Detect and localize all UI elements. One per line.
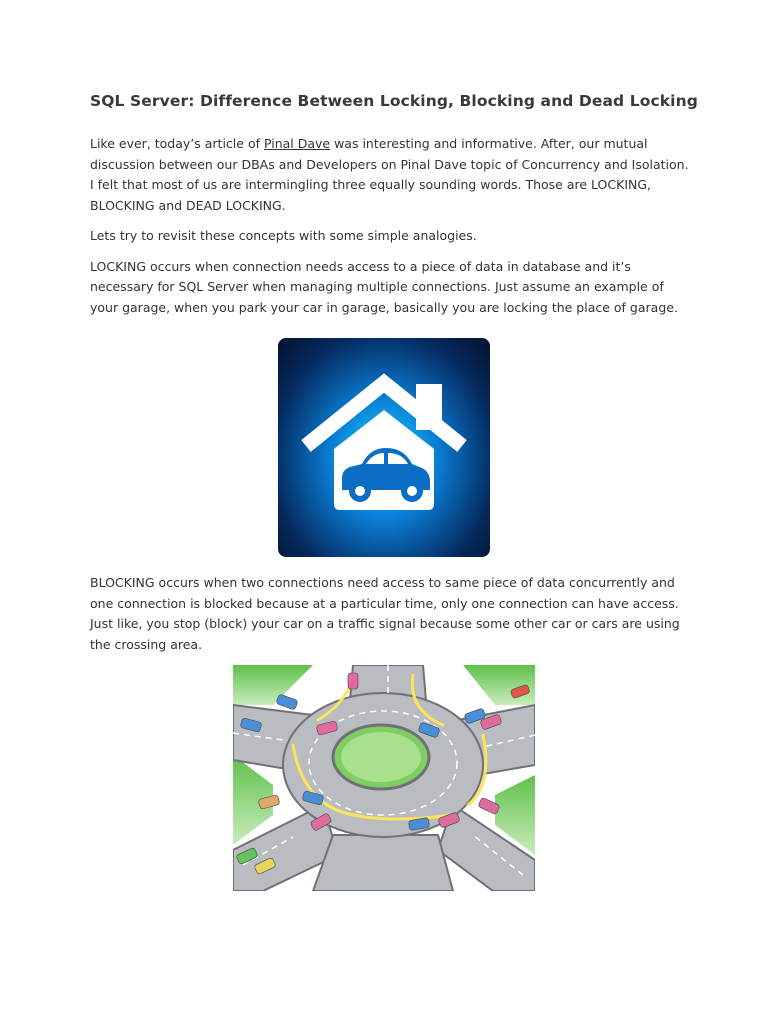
house-with-car-icon — [278, 338, 490, 557]
intro-paragraph — [90, 134, 690, 216]
pinal-dave-link[interactable]: Pinal Dave — [263, 136, 331, 151]
garage-image — [278, 338, 490, 557]
article-title: SQL Server: Difference Between Locking, Blocking and Dead Locking — [90, 92, 698, 110]
article — [90, 92, 698, 891]
intro-text-start: Like ever, today’s article of — [90, 136, 264, 151]
intro-text-end: was interesting and informative. After, our mutual discussion between our DBAs and Developers on Pinal Dave topic of Concurrency and Isolation. I felt that most of us are intermingling three equally sounding words. Those are LOCKING, BLOCKING and DEAD LOCKING. — [90, 136, 689, 213]
roundabout-image — [233, 665, 535, 891]
locking-paragraph: LOCKING occurs when connection needs access to a piece of data in database and it’s necessary for SQL Server when managing multiple connections. Just assume an example of your garage, when you park your car in garage, basically you are locking the place of garage. — [90, 258, 678, 315]
blocking-paragraph: BLOCKING occurs when two connections need access to same piece of data concurrently and one connection is blocked because at a particular time, only one connection can have access. Just like, you stop (block) your car on a traffic signal because some other car or cars are using the crossing area. — [90, 575, 680, 652]
analogies-paragraph: Lets try to revisit these concepts with some simple analogies. — [90, 228, 477, 243]
roundabout-illustration — [233, 665, 535, 891]
